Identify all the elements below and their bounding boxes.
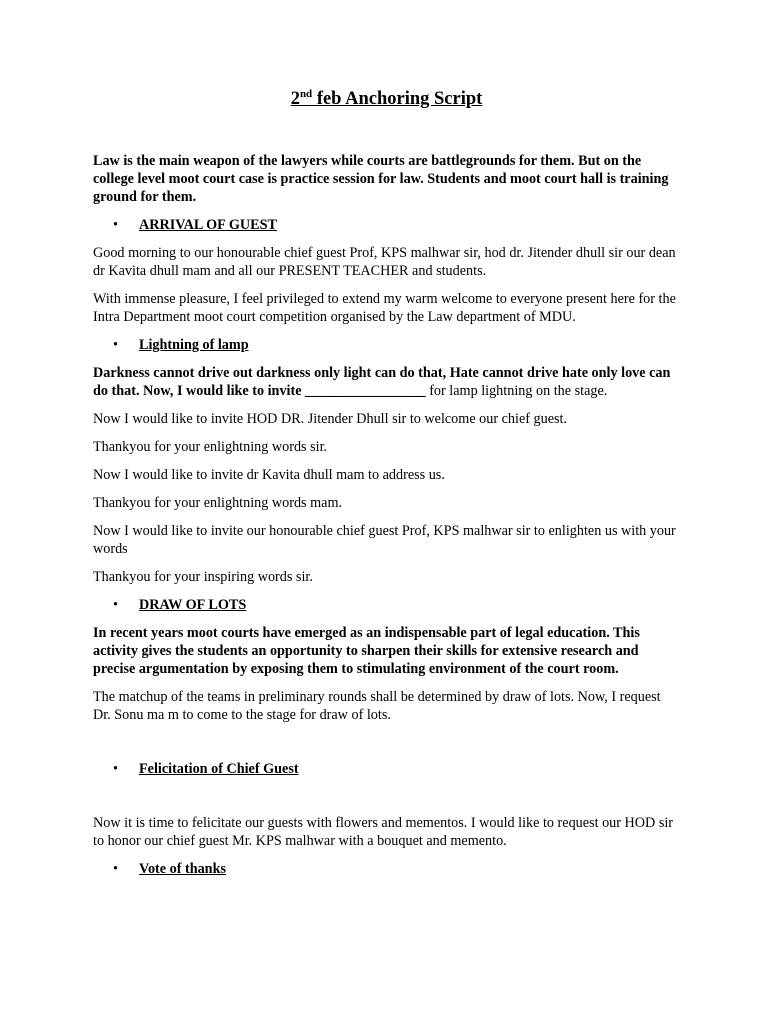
bullet-icon: • xyxy=(113,217,118,233)
bullet-icon: • xyxy=(113,861,118,877)
lamp-line: Thankyou for your enlightning words sir. xyxy=(93,439,328,455)
bullet-icon: • xyxy=(113,761,118,777)
lamp-line: Thankyou for your inspiring words sir. xyxy=(93,569,313,585)
lamp-line: Now I would like to invite dr Kavita dhull mam to address us. xyxy=(93,467,445,483)
title-ordinal-suffix: nd xyxy=(299,88,313,100)
title-text: feb Anchoring Script xyxy=(312,89,483,109)
bullet-icon: • xyxy=(113,337,118,353)
intro-paragraph: Law is the main weapon of the lawyers while courts are battlegrounds for them. But on the college level moot court case is practice session for law. Students and moot court hall is training ground for them. xyxy=(93,153,669,205)
arrival-paragraph-1: Good morning to our honourable chief guest Prof, KPS malhwar sir, hod dr. Jitender dhull sir our dean dr Kavita dhull mam and all our PRESENT TEACHER and students. xyxy=(93,245,676,279)
felicitation-paragraph: Now it is time to felicitate our guests with flowers and mementos. I would like to request our HOD sir to honor our chief guest Mr. KPS malhwar with a bouquet and memento. xyxy=(93,815,674,849)
section-heading-vote xyxy=(93,860,680,878)
title-number: 2 xyxy=(290,89,300,109)
lamp-line: Now I would like to invite HOD DR. Jitender Dhull sir to welcome our chief guest. xyxy=(93,411,568,427)
blank-line xyxy=(93,734,680,760)
bullet-icon: • xyxy=(113,597,118,613)
section-heading-label: Lightning of lamp xyxy=(139,337,249,353)
blank-line xyxy=(93,788,680,814)
arrival-paragraph-2: With immense pleasure, I feel privileged to extend my warm welcome to everyone present here for the Intra Department moot court competition organised by the Law department of MDU. xyxy=(93,291,676,325)
section-heading-label: ARRIVAL OF GUEST xyxy=(139,217,277,233)
section-heading-label: Vote of thanks xyxy=(139,861,226,877)
lamp-quote: Darkness cannot drive out darkness only light can do that, Hate cannot drive hate only love can do that. Now, I would like to invite _________________ xyxy=(93,365,671,399)
lamp-line: Thankyou for your enlightning words mam. xyxy=(93,495,343,511)
section-heading-draw xyxy=(93,596,680,614)
section-heading-felicitation xyxy=(93,760,680,778)
section-heading-lamp xyxy=(93,336,680,354)
draw-paragraph: The matchup of the teams in preliminary rounds shall be determined by draw of lots. Now, I request Dr. Sonu ma m to come to the stage for draw of lots. xyxy=(93,689,661,723)
section-heading-arrival xyxy=(93,216,680,234)
section-heading-label: Felicitation of Chief Guest xyxy=(139,761,299,777)
document-title xyxy=(93,86,680,112)
lamp-line: Now I would like to invite our honourable chief guest Prof, KPS malhwar sir to enlighten us with your words xyxy=(93,523,676,557)
lamp-invite-end: for lamp lightning on the stage. xyxy=(425,383,608,399)
lamp-paragraph xyxy=(93,364,680,400)
section-heading-label: DRAW OF LOTS xyxy=(139,597,247,613)
draw-bold-paragraph: In recent years moot courts have emerged as an indispensable part of legal education. This activity gives the students an opportunity to sharpen their skills for extensive research and precise argumentation by exposing them to stimulating environment of the court room. xyxy=(93,625,640,677)
